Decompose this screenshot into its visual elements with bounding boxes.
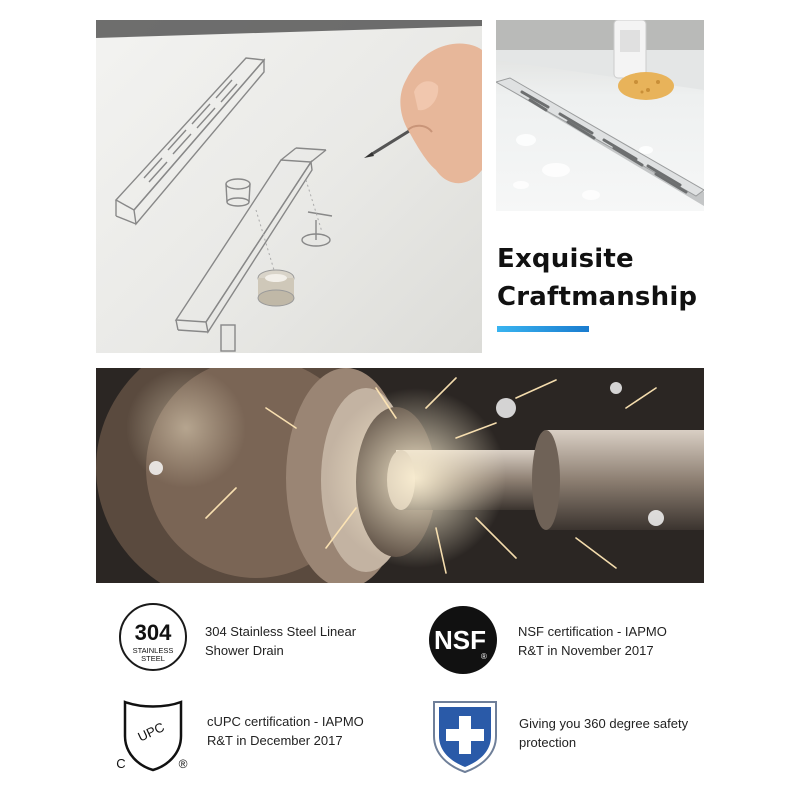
lathe-image	[96, 368, 704, 583]
heading-line-1: Exquisite	[497, 244, 634, 274]
feature-stainless-text	[205, 622, 385, 660]
feature-cupc-line1: cUPC certification - IAPMO	[207, 714, 364, 729]
upc-registered-mark: ®	[178, 757, 188, 771]
feature-nsf-line1: NSF certification - IAPMO	[518, 624, 667, 639]
ss304-sub1: STAINLESS	[132, 646, 174, 655]
installed-drain-photo	[496, 20, 704, 211]
craftmanship-heading	[497, 240, 757, 316]
upc-text: UPC	[135, 719, 167, 745]
feature-stainless-line1: 304 Stainless Steel Linear	[205, 624, 357, 639]
ss304-icon	[118, 602, 188, 672]
feature-safety-line1: Giving you 360 degree safety	[519, 716, 689, 731]
feature-nsf-text	[518, 622, 698, 660]
feature-safety-text	[519, 714, 709, 752]
nsf-badge	[428, 605, 498, 675]
upc-shield-icon	[113, 696, 193, 776]
feature-cupc-line2: R&T in December 2017	[207, 733, 343, 748]
drain-sketch-drawing	[96, 20, 482, 353]
upc-c-mark: C	[116, 756, 126, 771]
sketch-photo	[96, 20, 482, 353]
nsf-icon	[428, 605, 498, 675]
nsf-text: NSF	[434, 625, 486, 655]
safety-shield-icon	[430, 698, 500, 774]
feature-cupc-text	[207, 712, 387, 750]
feature-stainless-line2: Shower Drain	[205, 643, 284, 658]
feature-safety-line2: protection	[519, 735, 577, 750]
feature-nsf-line2: R&T in November 2017	[518, 643, 654, 658]
heading-accent-bar	[497, 326, 589, 332]
installed-drain-image	[496, 20, 704, 211]
lathe-machining-photo	[96, 368, 704, 583]
ss304-sub2: STEEL	[141, 654, 165, 663]
nsf-registered-mark: ®	[481, 652, 487, 661]
stainless-steel-304-badge	[118, 602, 188, 672]
safety-shield-badge	[430, 698, 500, 774]
ss304-number: 304	[134, 620, 172, 645]
heading-line-2: Craftmanship	[497, 282, 698, 312]
cupc-badge	[113, 696, 193, 776]
